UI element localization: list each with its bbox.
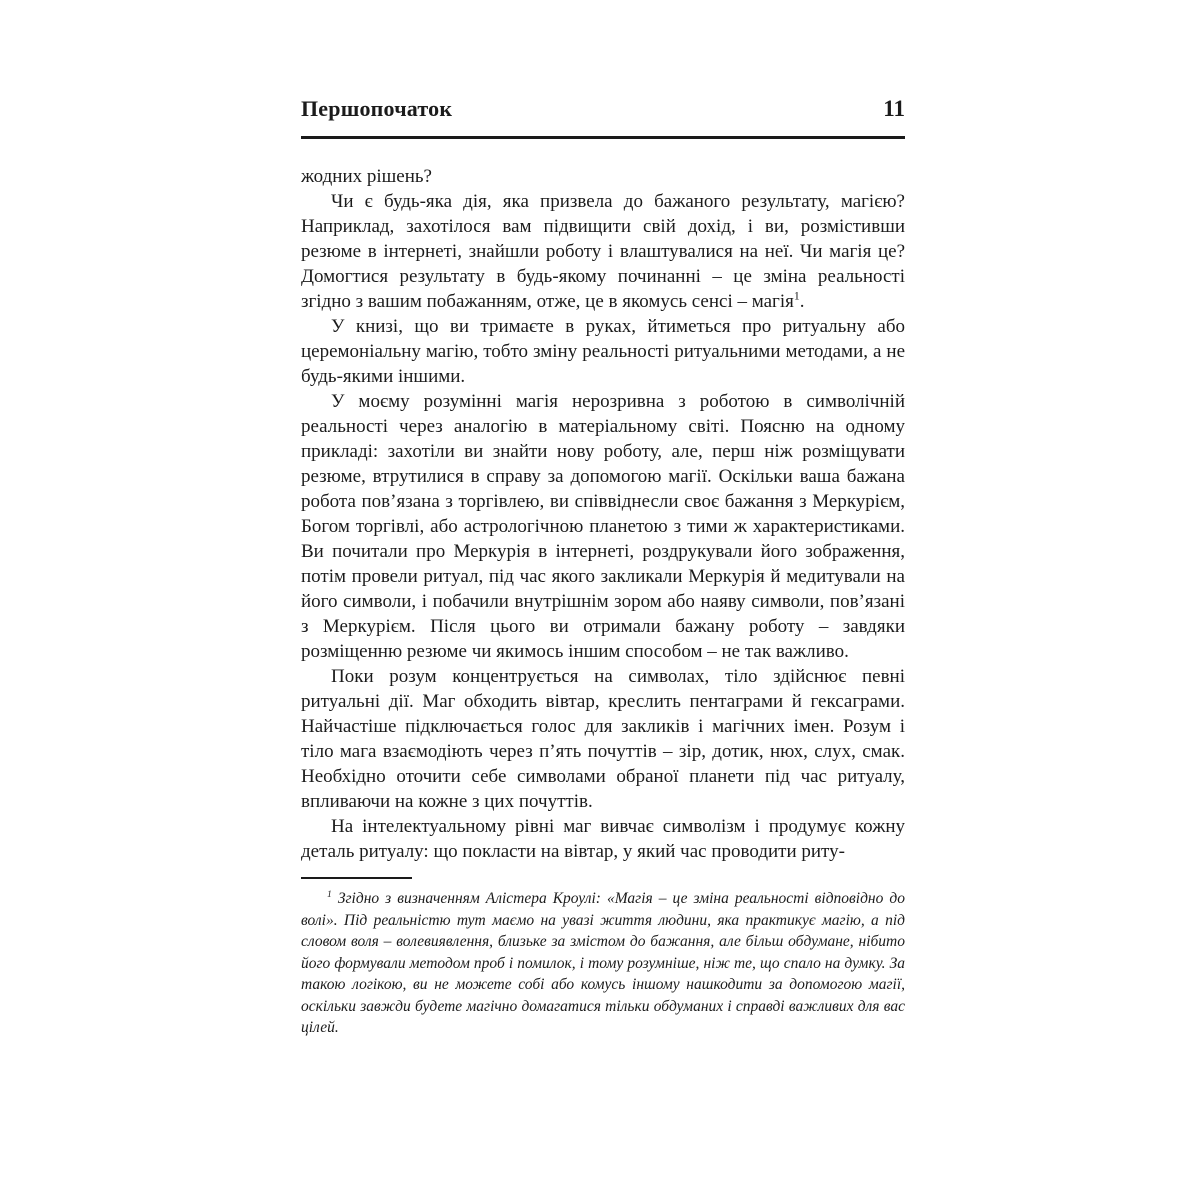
body-text: [301, 164, 905, 864]
page-number: 11: [883, 96, 905, 121]
footnote-text: [301, 888, 905, 1039]
paragraph-text-end: .: [799, 291, 805, 312]
footnote-body: Згідно з визначенням Алістера Кроулі: «Магія – це зміна реальності відповідно до волі». Під реальністю тут маємо на увазі життя людини, яка практикує магію, а під словом воля – волевиявлення, близьке за змістом до бажання, але більш обдумане, нібито його формували методом проб і помилок, і тому розумніше, ніж те, що спало на думку. За такою логікою, ви не можете собі або комусь іншому нашкодити за допомогою магії, оскільки завжди будете магічно домагатися тільки обдуманих і справді важливих для вас цілей.: [301, 890, 905, 1036]
footnote-reference-marker: 1: [793, 289, 800, 303]
paragraph-text: Чи є будь-яка дія, яка призвела до бажаного результату, магією? Наприклад, захотілося вам підвищити свій дохід, і ви, розмістивши резюме в інтернеті, знайшли роботу і влаштувалися на неї. Чи магія це? Домогтися результату в будь-якому починанні – це зміна реальності згідно з вашим побажанням, отже, це в якомусь сенсі – магія: [301, 191, 905, 312]
paragraph: У книзі, що ви тримаєте в руках, йтиметься про ритуальну або церемоніальну магію, тобто зміну реальності ритуальними методами, а не будь-якими іншими.: [301, 316, 905, 387]
paragraph: У моєму розумінні магія нерозривна з роботою в символічній реальності через аналогію в матеріальному світі. Поясню на одному прикладі: захотіли ви знайти нову роботу, але, перш ніж розміщувати резюме, втрутилися в справу за допомогою магії. Оскільки ваша бажана робота пов’язана з торгівлею, ви співвіднесли своє бажання з Меркурієм, Богом торгівлі, або астрологічною планетою з тими ж характеристиками. Ви почитали про Меркурія в інтернеті, роздрукували його зображення, потім провели ритуал, під час якого закликали Меркурія й медитували на його символи, і побачили внутрішнім зором або наяву символи, пов’язані з Меркурієм. Після цього ви отримали бажану роботу – завдяки розміщенню резюме чи якимось іншим способом – не так важливо.: [301, 391, 905, 662]
footnote-separator: [301, 877, 412, 879]
paragraph: На інтелектуальному рівні маг вивчає символізм і продумує кожну деталь ритуалу: що покласти на вівтар, у який час проводити риту-: [301, 816, 905, 862]
page-header: [301, 96, 905, 122]
paragraph: Поки розум концентрується на символах, тіло здійснює певні ритуальні дії. Маг обходить вівтар, креслить пентаграми й гексаграми. Найчастіше підключається голос для закликів і магічних імен. Розум і тіло мага взаємодіють через п’ять почуттів – зір, дотик, нюх, слух, смак. Необхідно оточити себе символами обраної планети під час ритуалу, впливаючи на кожне з цих почуттів.: [301, 666, 905, 812]
paragraph: [301, 189, 905, 314]
paragraph-continuation: жодних рішень?: [301, 166, 432, 187]
header-rule: [301, 136, 905, 139]
page-content: [301, 96, 905, 1039]
footnote-number: 1: [327, 888, 332, 900]
running-head-title: Першопочаток: [301, 96, 453, 121]
footnote: [301, 877, 905, 1039]
